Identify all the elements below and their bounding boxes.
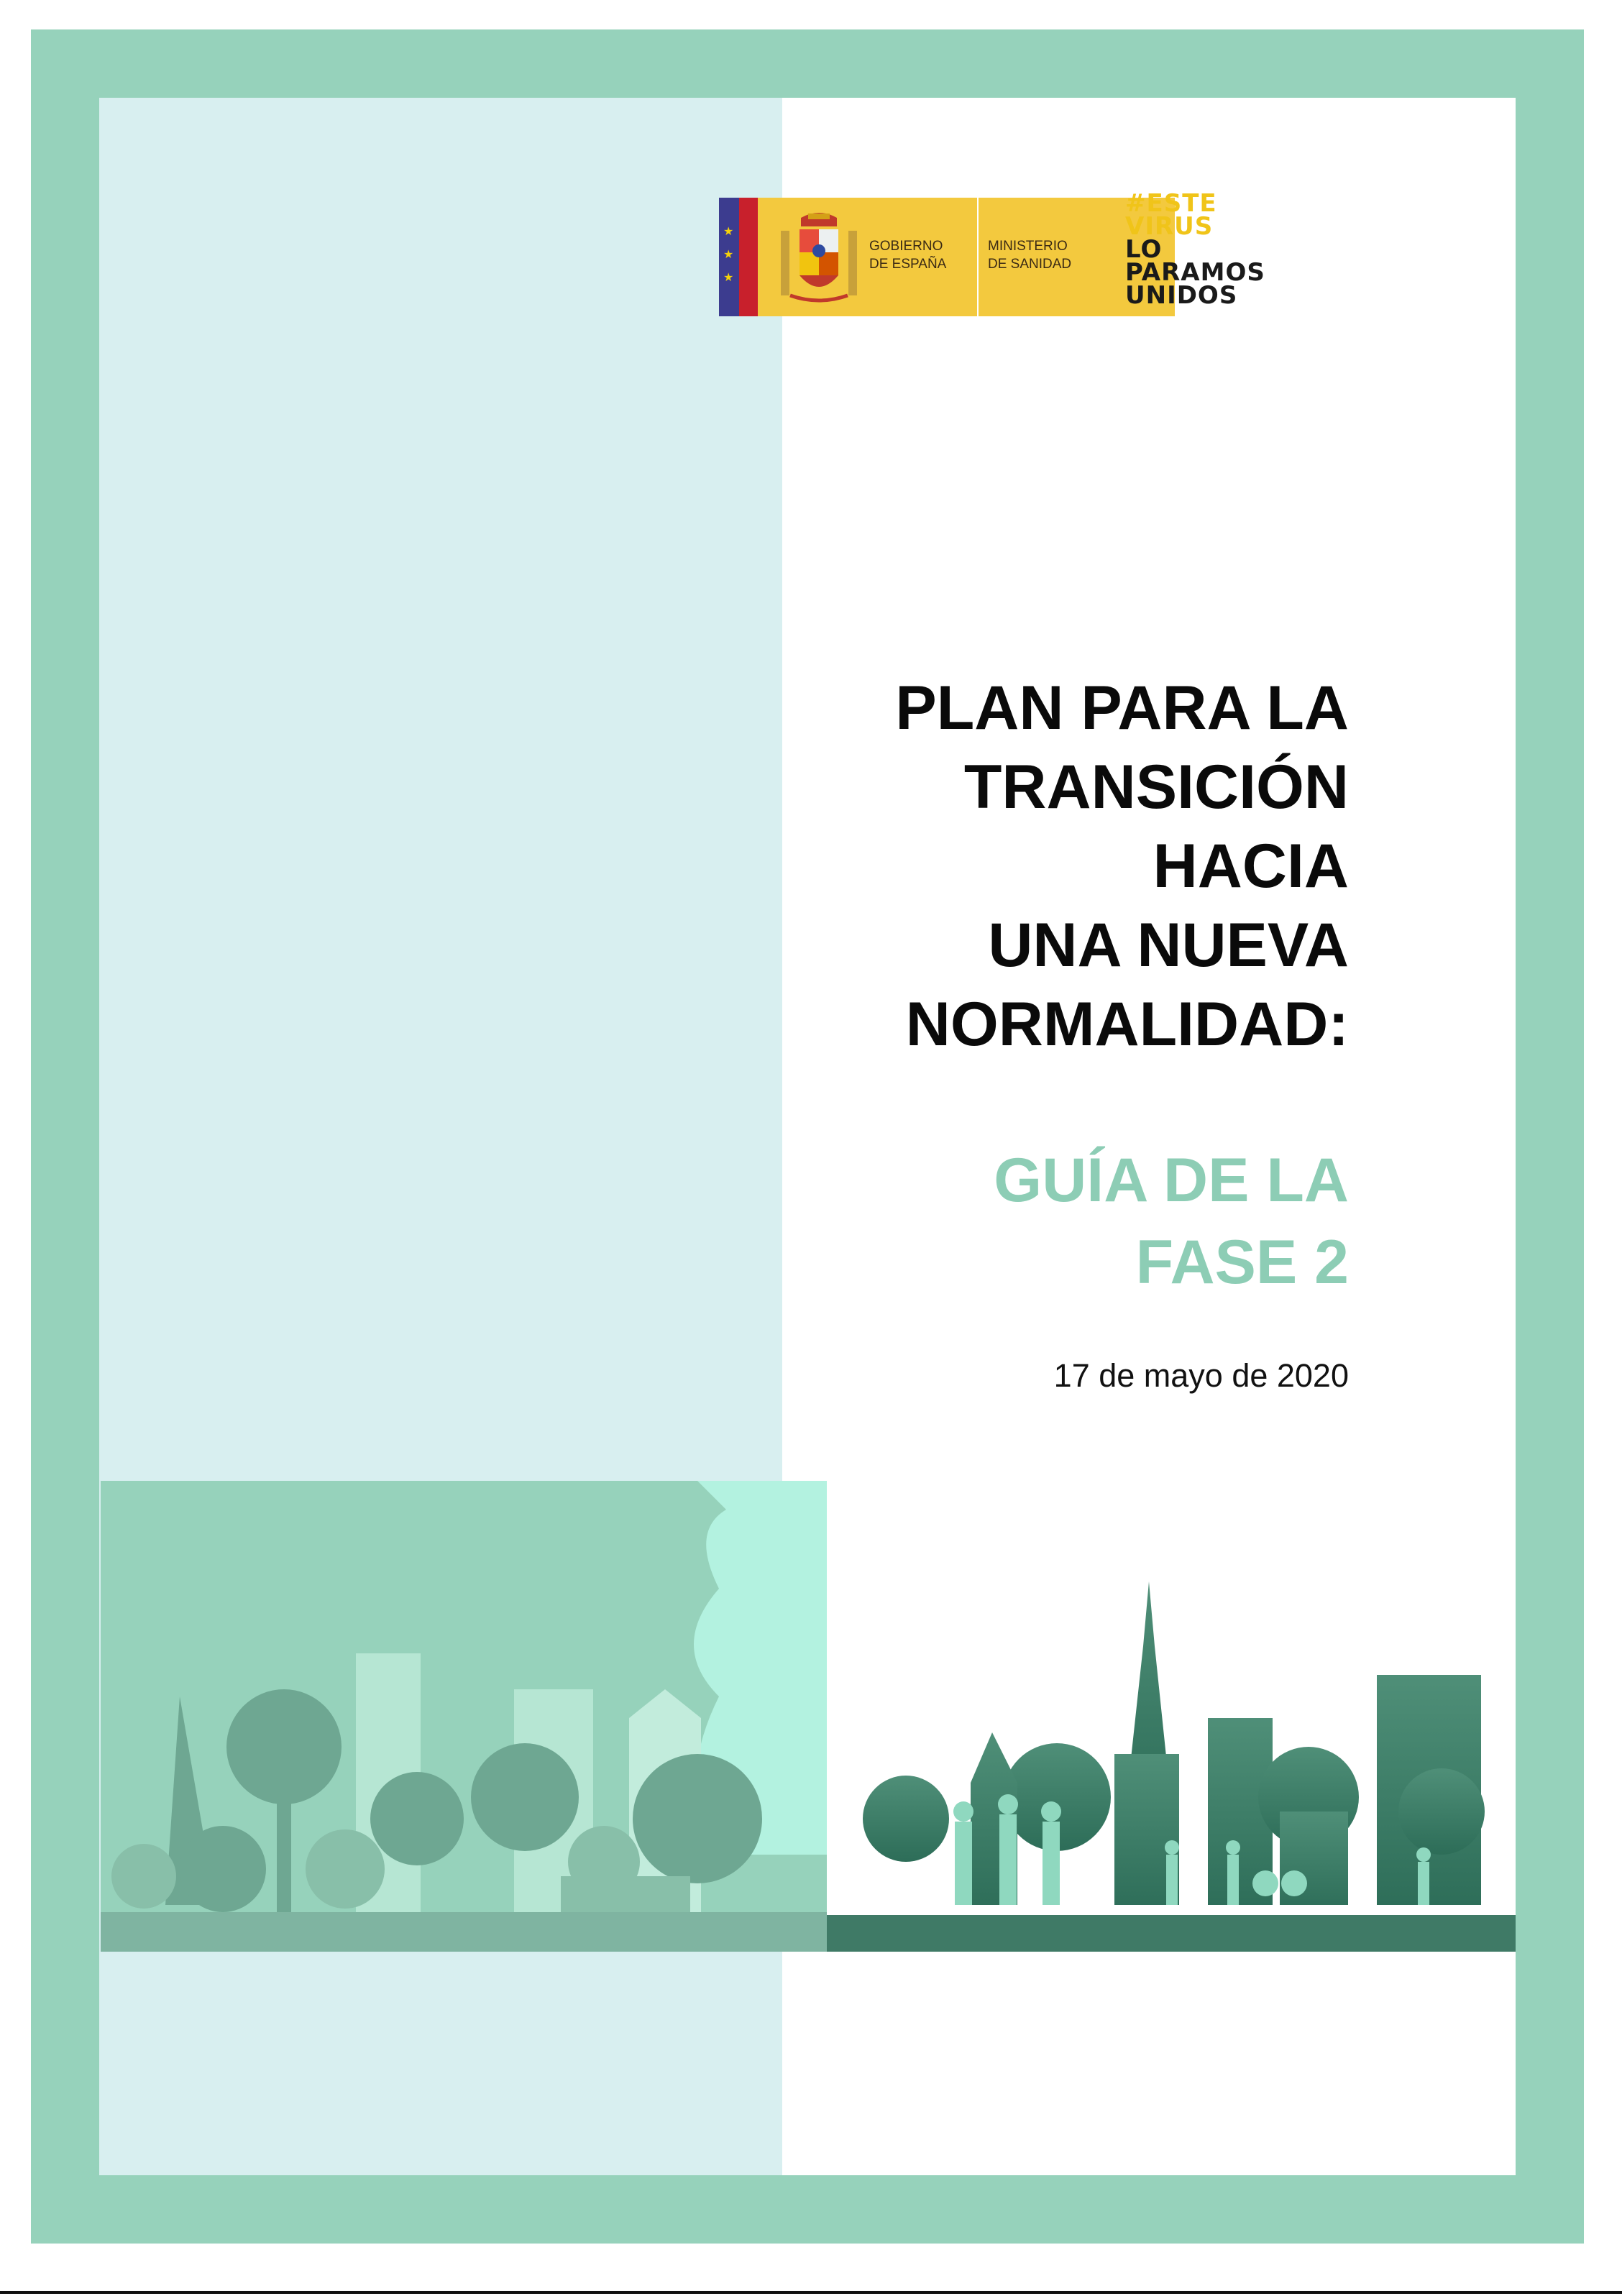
star-icon: ★ [723,272,734,284]
page-bottom-rule [0,2291,1622,2294]
star-icon: ★ [723,226,734,238]
document-title: PLAN PARA LA TRANSICIÓN HACIA UNA NUEVA NORMALIDAD: [895,674,1349,1059]
document-subtitle: GUÍA DE LA FASE 2 [994,1146,1349,1297]
star-icon: ★ [723,249,734,261]
gobierno-ministerio-block [758,198,1175,316]
ministerio-label: MINISTERIO DE SANIDAD [988,239,1072,272]
cityscape-illustration [101,1481,1516,1952]
eu-flag-stripe [719,198,758,316]
coat-of-arms-icon [779,211,858,304]
slogan: #ESTE VIRUS LO PARAMOS UNIDOS [1125,189,1265,310]
government-logo [719,189,1301,316]
publication-date: 17 de mayo de 2020 [1053,1357,1349,1394]
gobierno-label: GOBIERNO DE ESPAÑA [869,239,947,272]
